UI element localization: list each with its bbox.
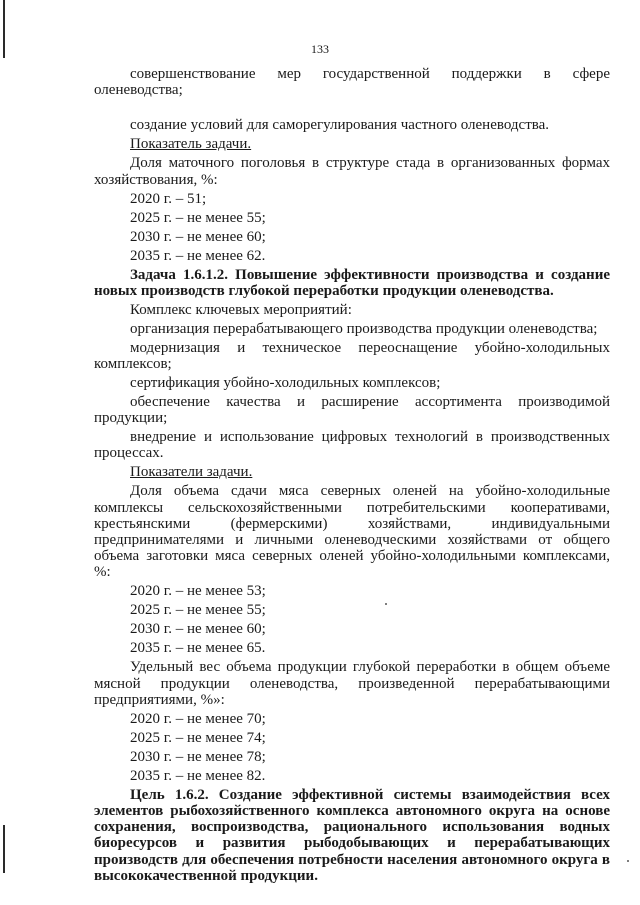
task-heading: Задача 1.6.1.2. Повышение эффективности производства и создание новых производств глубокой переработки продукции оленеводства. [94, 266, 610, 299]
target-value: 2025 г. – не менее 55; [130, 209, 266, 226]
paragraph: организация перерабатывающего производства продукции оленеводства; [130, 320, 598, 337]
paragraph: Комплекс ключевых мероприятий: [130, 301, 352, 318]
document-body [94, 66, 610, 887]
target-value: 2030 г. – не менее 78; [130, 748, 266, 765]
paragraph: создание условий для саморегулирования частного оленеводства. [130, 117, 550, 134]
paragraph: сертификация убойно-холодильных комплексов; [130, 375, 441, 392]
scan-speck [627, 860, 629, 862]
target-value: 2020 г. – 51; [130, 190, 207, 207]
paragraph: Удельный вес объема продукции глубокой переработки в общем объеме мясной продукции оленеводства, произведенной перерабатывающими предприятиями, %»: [94, 659, 610, 708]
target-value: 2020 г. – не менее 53; [130, 583, 266, 600]
target-value: 2035 г. – не менее 82. [130, 767, 266, 784]
target-value: 2030 г. – не менее 60; [130, 228, 266, 245]
section-label [94, 136, 610, 152]
target-value: 2035 г. – не менее 65. [130, 640, 266, 657]
target-value: 2020 г. – не менее 70; [130, 710, 266, 727]
paragraph: Доля маточного поголовья в структуре стада в организованных формах хозяйствования, %: [94, 155, 610, 188]
paragraph: Доля объема сдачи мяса северных оленей на убойно-холодильные комплексы сельскохозяйственными потребительскими кооперативами, крестьянскими (фермерскими) хозяйствами, индивидуальными предпринимателями и личными оленеводческими хозяйствами от общего объема заготовки мяса северных оленей убойно-холодильными комплексами, %: [94, 483, 610, 581]
paragraph: обеспечение качества и расширение ассортимента производимой продукции; [94, 394, 610, 427]
section-label-text: Показатель задачи. [130, 136, 252, 153]
paragraph: модернизация и техническое переоснащение убойно-холодильных комплексов; [94, 339, 610, 373]
section-label-text: Показатели задачи. [130, 464, 253, 481]
target-value: 2025 г. – не менее 74; [130, 729, 266, 746]
scan-edge-mark-bottom [3, 825, 5, 873]
page-number: 133 [311, 42, 329, 56]
target-value: 2030 г. – не менее 60; [130, 621, 266, 638]
target-value: 2035 г. – не менее 62. [130, 247, 266, 264]
goal-heading: Цель 1.6.2. Создание эффективной системы взаимодействия всех элементов рыбохозяйственного комплекса автономного округа на основе сохранения, воспроизводства, рационального использования водных биоресурсов и развития рыбодобывающих и перерабатывающих производств для обеспечения потребности населения автономного округа в высококачественной продукции. [94, 786, 610, 884]
section-label [94, 464, 610, 480]
paragraph: совершенствование мер государственной поддержки в сфере оленеводства; [94, 66, 610, 99]
target-value: 2025 г. – не менее 55; [130, 602, 266, 619]
paragraph: внедрение и использование цифровых технологий в производственных процессах. [94, 429, 610, 462]
